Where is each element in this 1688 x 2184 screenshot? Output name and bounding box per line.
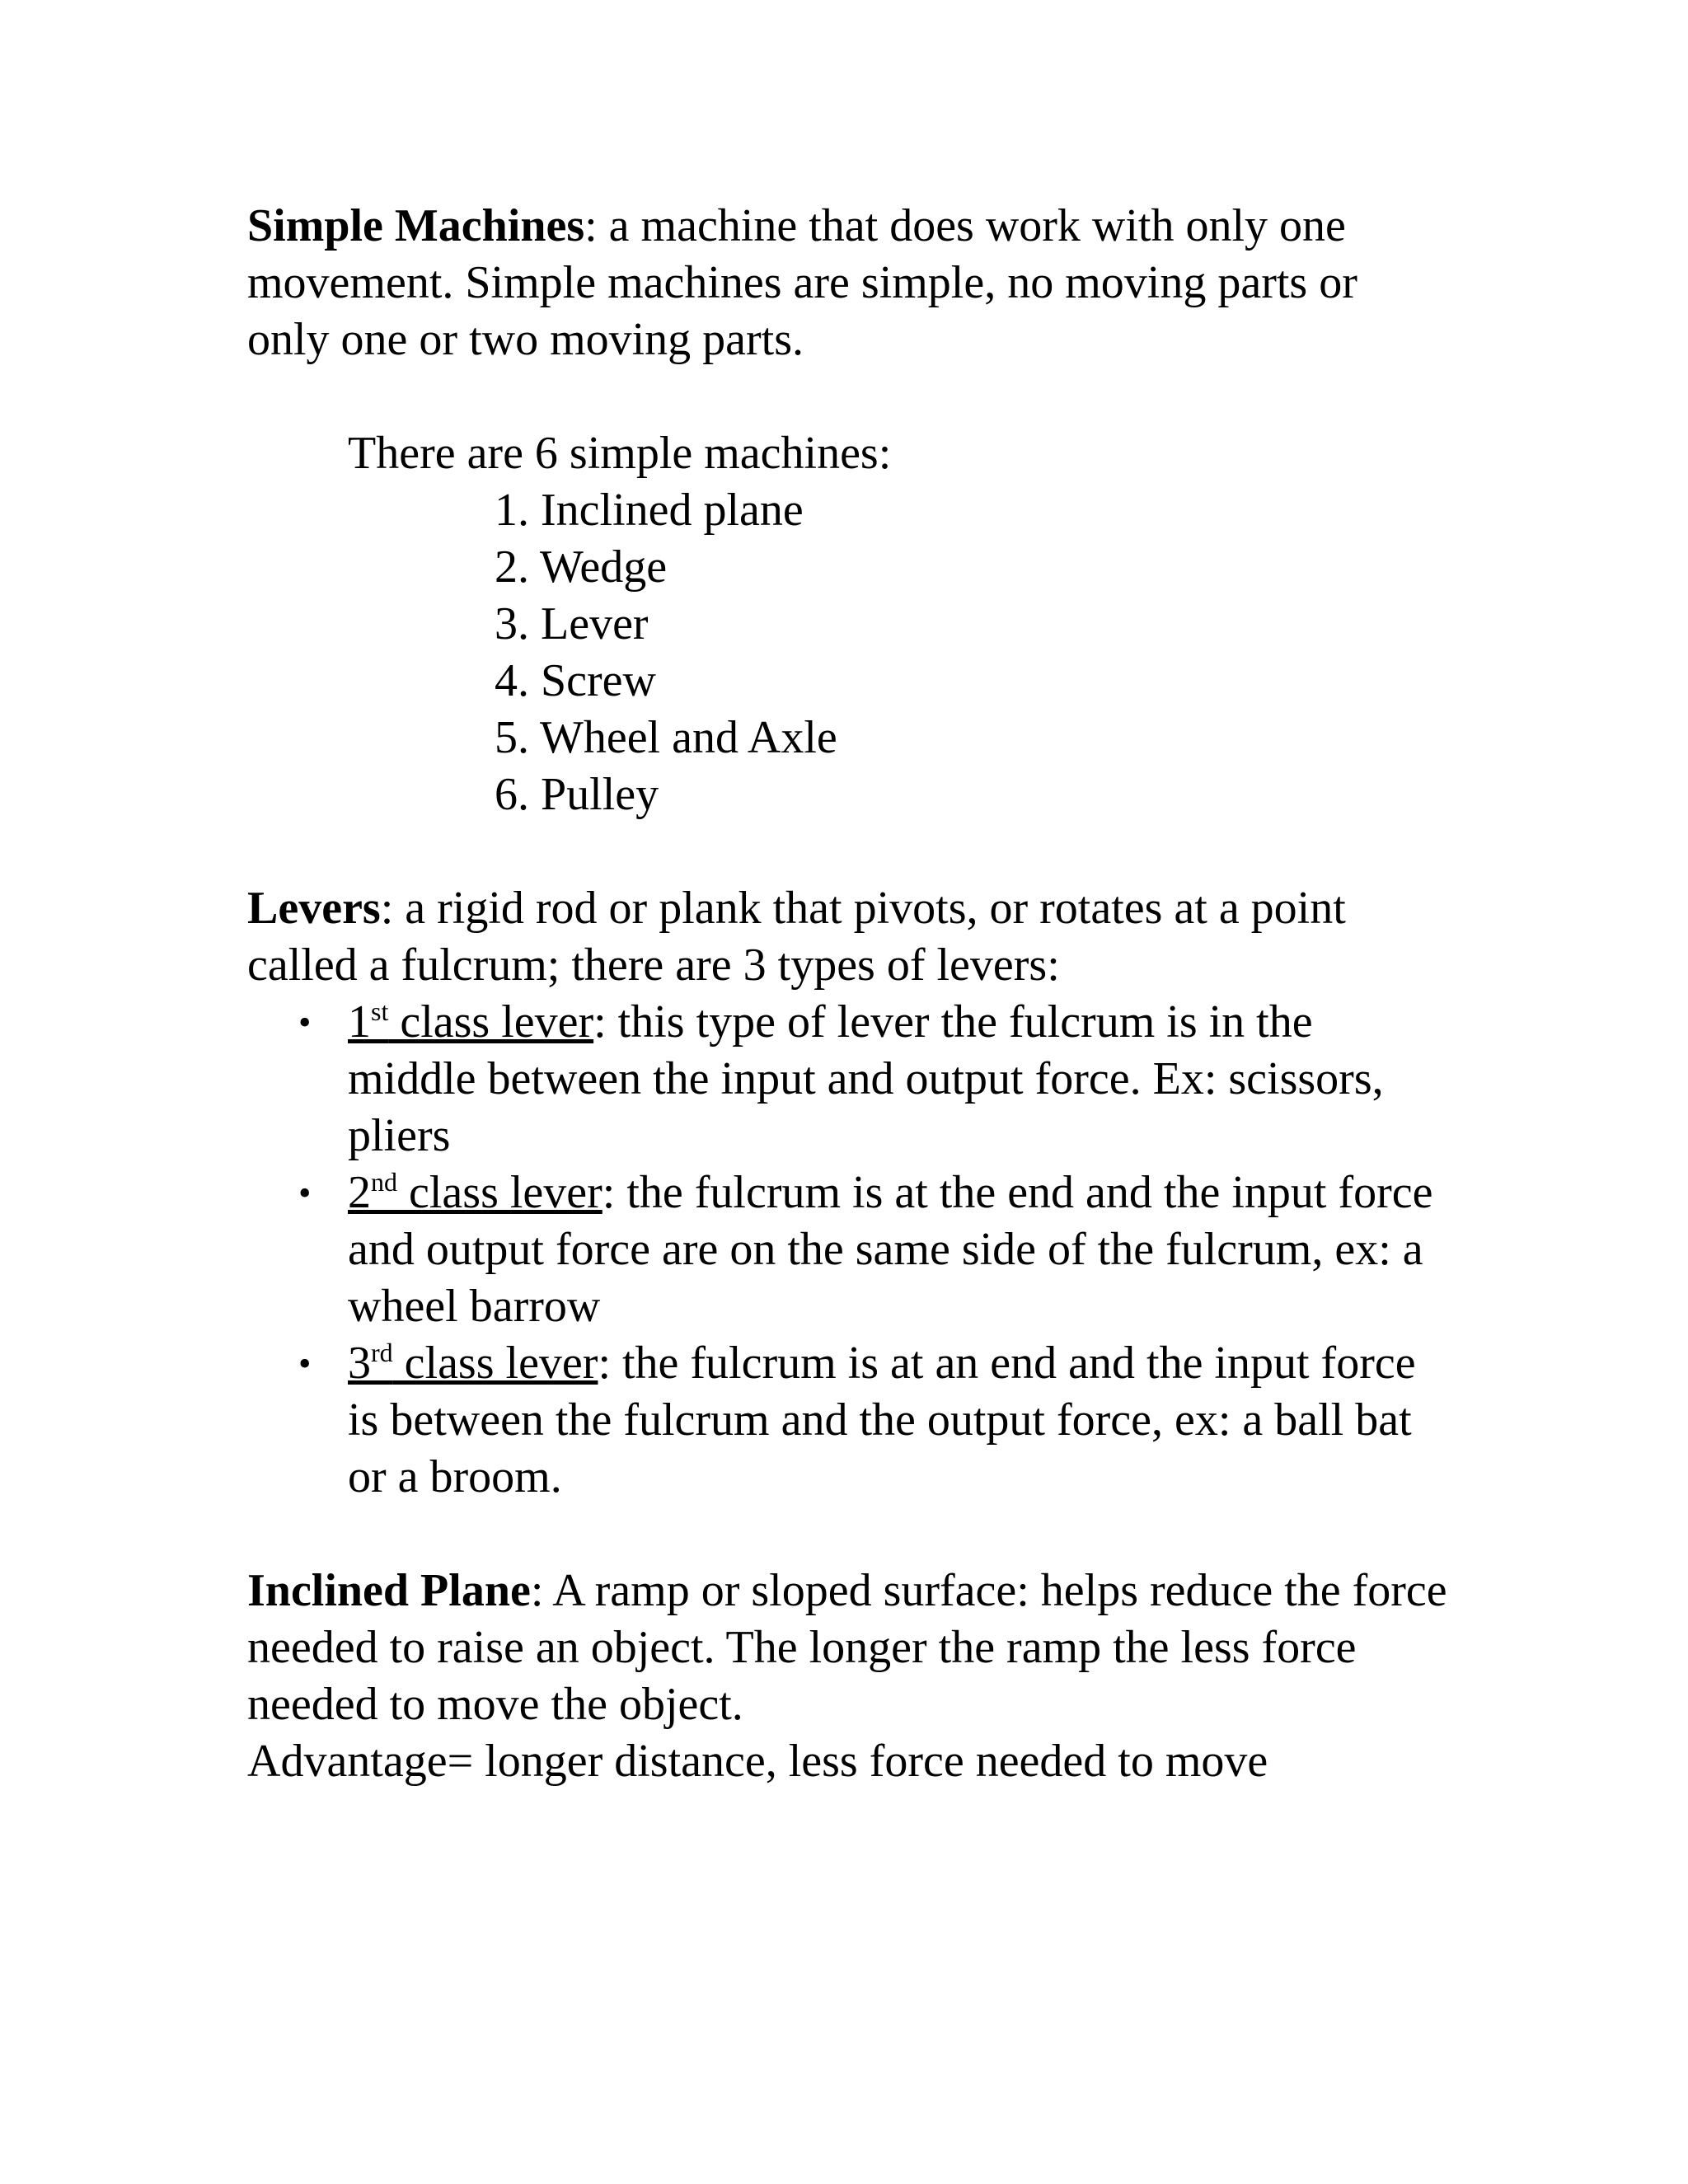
inclined-plane-paragraph bbox=[247, 1563, 1451, 1733]
lever-type-description: : this type of lever the fulcrum is in the middle between the input and output force. Ex: scissors, pliers bbox=[348, 996, 1384, 1161]
lever-type-second-class bbox=[247, 1165, 1451, 1335]
machines-intro: There are 6 simple machines: bbox=[348, 428, 892, 479]
lever-class-label: class lever bbox=[392, 1338, 598, 1389]
document-page bbox=[247, 198, 1451, 1790]
lever-class-number: 2 bbox=[348, 1167, 371, 1218]
list-item: 1. Inclined plane bbox=[495, 485, 804, 536]
lever-class-suffix: rd bbox=[371, 1338, 393, 1367]
lever-type-title bbox=[348, 1167, 603, 1218]
simple-machines-definition: : a machine that does work with only one movement. Simple machines are simple, no moving parts or only one or two moving parts. bbox=[247, 200, 1357, 365]
list-item: 4. Screw bbox=[495, 655, 656, 706]
list-item: 3. Lever bbox=[495, 598, 649, 649]
lever-type-description: : the fulcrum is at the end and the input force and output force are on the same side of the fulcrum, ex: a wheel barrow bbox=[348, 1167, 1433, 1332]
simple-machines-paragraph bbox=[247, 198, 1451, 368]
lever-class-number: 1 bbox=[348, 996, 371, 1047]
lever-type-title bbox=[348, 1338, 598, 1389]
lever-types-list bbox=[247, 994, 1451, 1506]
lever-type-description: : the fulcrum is at an end and the input force is between the fulcrum and the output force, ex: a ball bat or a broom. bbox=[348, 1338, 1416, 1502]
levers-term: Levers bbox=[247, 883, 381, 934]
lever-class-label: class lever bbox=[388, 996, 594, 1047]
list-item: 6. Pulley bbox=[495, 769, 659, 820]
inclined-plane-term: Inclined Plane bbox=[247, 1565, 531, 1616]
lever-type-first-class bbox=[247, 994, 1451, 1165]
simple-machines-term: Simple Machines bbox=[247, 200, 585, 251]
inclined-plane-advantage: Advantage= longer distance, less force needed to move bbox=[247, 1736, 1268, 1787]
levers-paragraph bbox=[247, 880, 1451, 994]
lever-type-third-class bbox=[247, 1335, 1451, 1506]
bullet-icon: • bbox=[298, 1002, 312, 1043]
lever-class-suffix: st bbox=[371, 996, 389, 1026]
list-item: 2. Wedge bbox=[495, 541, 668, 593]
bullet-icon: • bbox=[298, 1173, 312, 1213]
lever-class-label: class lever bbox=[397, 1167, 603, 1218]
inclined-plane-definition: : A ramp or sloped surface: helps reduce the force needed to raise an object. The longer the ramp the less force needed to move the object. bbox=[247, 1565, 1447, 1730]
levers-definition: : a rigid rod or plank that pivots, or rotates at a point called a fulcrum; there are 3 types of levers: bbox=[247, 883, 1346, 991]
machines-list bbox=[247, 482, 1451, 823]
lever-class-suffix: nd bbox=[371, 1167, 397, 1197]
list-item: 5. Wheel and Axle bbox=[495, 712, 837, 763]
lever-class-number: 3 bbox=[348, 1338, 371, 1389]
bullet-icon: • bbox=[298, 1343, 312, 1384]
lever-type-title bbox=[348, 996, 593, 1047]
